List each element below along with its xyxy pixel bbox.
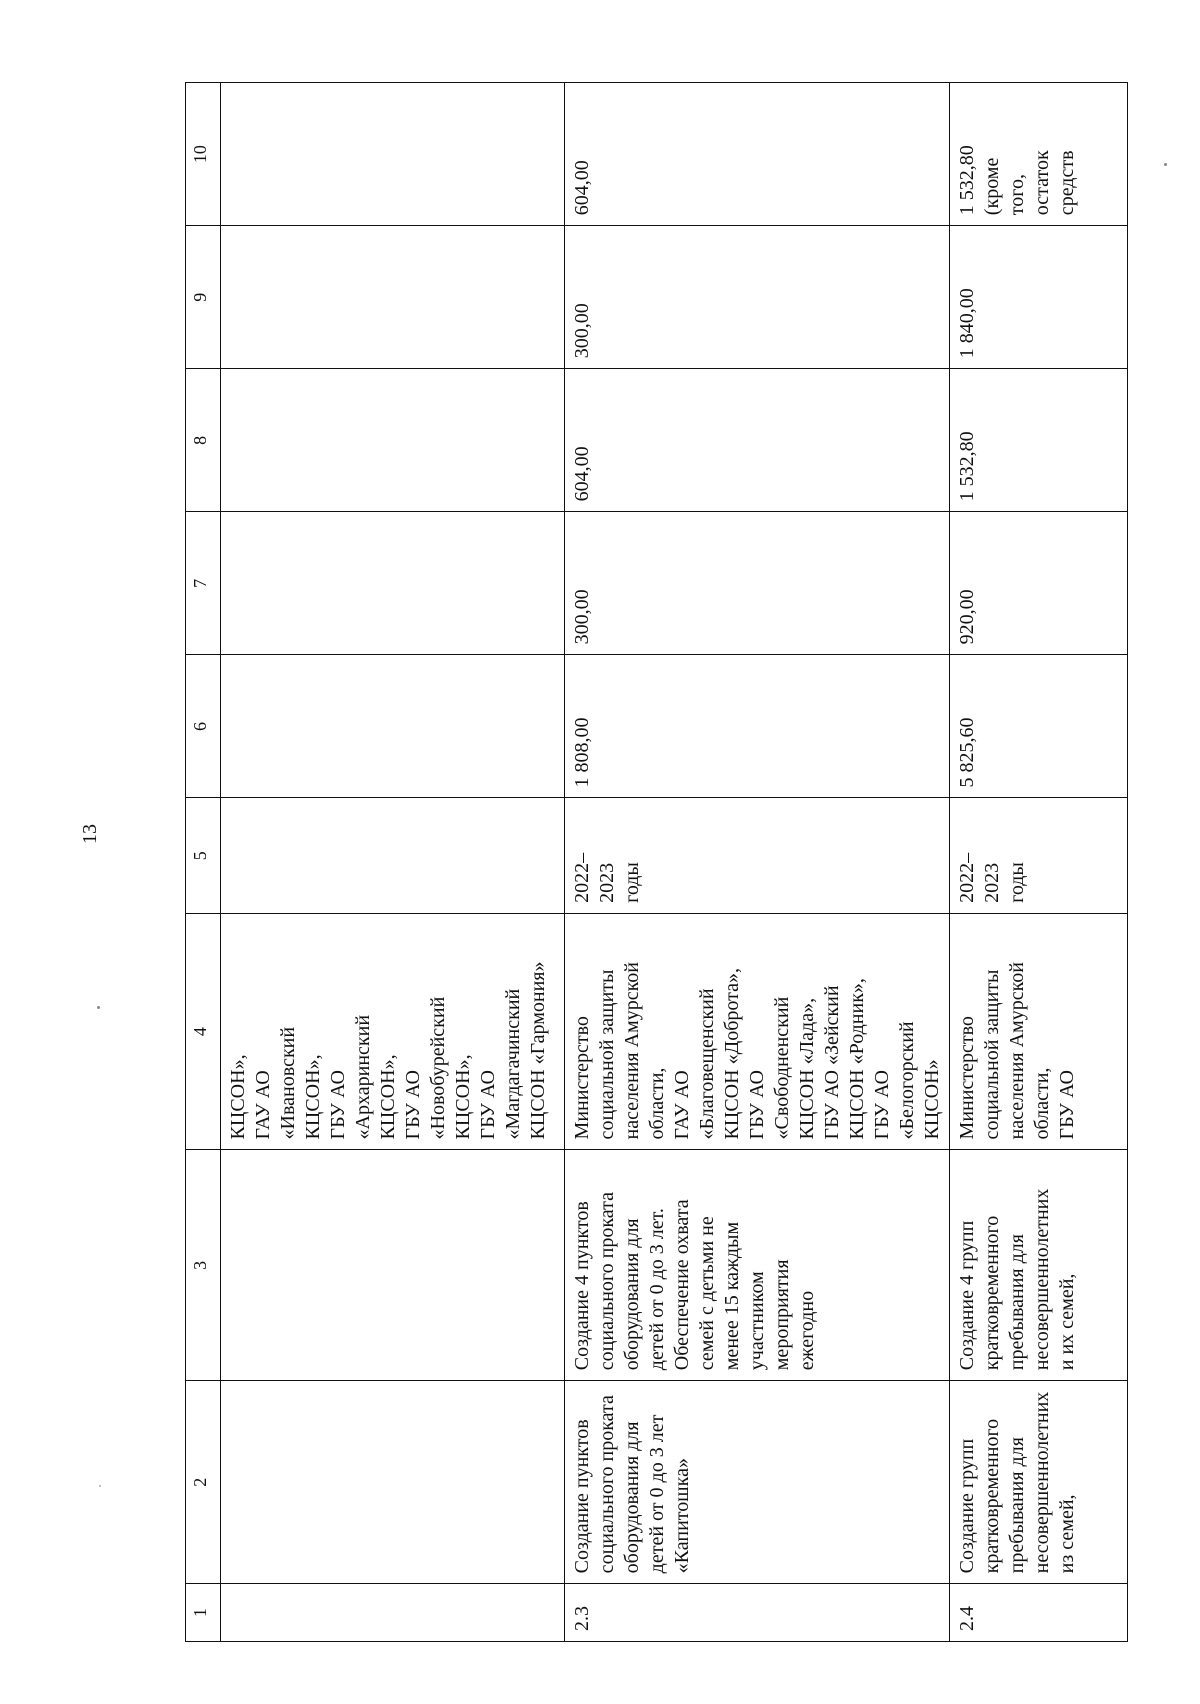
expected-result-cell: Создание 4 групп кратковременного пребывания для несовершеннолетних и их семей,	[950, 1150, 1128, 1381]
period-cell: 2022– 2023 годы	[950, 798, 1128, 913]
amount-cell	[221, 512, 565, 655]
column-number: 5	[186, 798, 221, 913]
column-number: 6	[186, 655, 221, 798]
column-number: 3	[186, 1150, 221, 1381]
amount-cell: 604,00	[565, 369, 950, 512]
column-number: 4	[186, 913, 221, 1150]
column-number-row	[186, 83, 221, 1642]
amount-cell	[221, 83, 565, 226]
event-name-cell	[221, 1381, 565, 1584]
column-number: 8	[186, 369, 221, 512]
amount-cell: 300,00	[565, 226, 950, 369]
column-number: 10	[186, 83, 221, 226]
column-number: 7	[186, 512, 221, 655]
amount-cell	[221, 226, 565, 369]
expected-result-cell	[221, 1150, 565, 1381]
scan-speck	[1164, 163, 1167, 166]
table-row-2-3	[565, 83, 950, 1642]
executors-cell: Министерство социальной защиты населения Амурской области, ГАУ АО «Благовещенский КЦСОН «Доброта», ГБУ АО «Свободненский КЦСОН «Лада», ГБУ АО «Зейский КЦСОН «Родник», ГБУ АО «Белогорский КЦСОН»	[565, 913, 950, 1150]
amount-cell: 1 808,00	[565, 655, 950, 798]
rotated-table-container	[185, 82, 1115, 1642]
item-number-cell: 2.4	[950, 1584, 1128, 1642]
amount-cell: 1 532,80	[950, 369, 1128, 512]
column-number: 2	[186, 1381, 221, 1584]
expected-result-cell: Создание 4 пунктов социального проката оборудования для детей от 0 до 3 лет. Обеспечение охвата семей с детьми не менее 15 каждым участником мероприятия ежегодно	[565, 1150, 950, 1381]
amount-cell: 1 840,00	[950, 226, 1128, 369]
page-number: 13	[79, 824, 101, 844]
item-number-cell	[221, 1584, 565, 1642]
amount-cell	[221, 369, 565, 512]
item-number-cell: 2.3	[565, 1584, 950, 1642]
period-cell	[221, 798, 565, 913]
column-number: 9	[186, 226, 221, 369]
amount-cell	[221, 655, 565, 798]
table-row-continuation	[221, 83, 565, 1642]
amount-cell: 604,00	[565, 83, 950, 226]
program-table	[185, 82, 1128, 1642]
amount-cell: 1 532,80 (кроме того, остаток средств	[950, 83, 1128, 226]
event-name-cell: Создание групп кратковременного пребывания для несовершеннолетних из семей,	[950, 1381, 1128, 1584]
amount-cell: 5 825,60	[950, 655, 1128, 798]
column-number: 1	[186, 1584, 221, 1642]
amount-cell: 920,00	[950, 512, 1128, 655]
scan-speck	[97, 1006, 100, 1009]
period-cell: 2022– 2023 годы	[565, 798, 950, 913]
executors-cell: Министерство социальной защиты населения Амурской области, ГБУ АО	[950, 913, 1128, 1150]
table-row-2-4	[950, 83, 1128, 1642]
executors-cell: КЦСОН», ГАУ АО «Ивановский КЦСОН», ГБУ АО «Архаринский КЦСОН», ГБУ АО «Новобурейский КЦСОН», ГБУ АО «Магдагачинский КЦСОН «Гармония»	[221, 913, 565, 1150]
amount-cell: 300,00	[565, 512, 950, 655]
event-name-cell: Создание пунктов социального проката оборудования для детей от 0 до 3 лет «Капитошка»	[565, 1381, 950, 1584]
scan-speck	[99, 1485, 101, 1487]
